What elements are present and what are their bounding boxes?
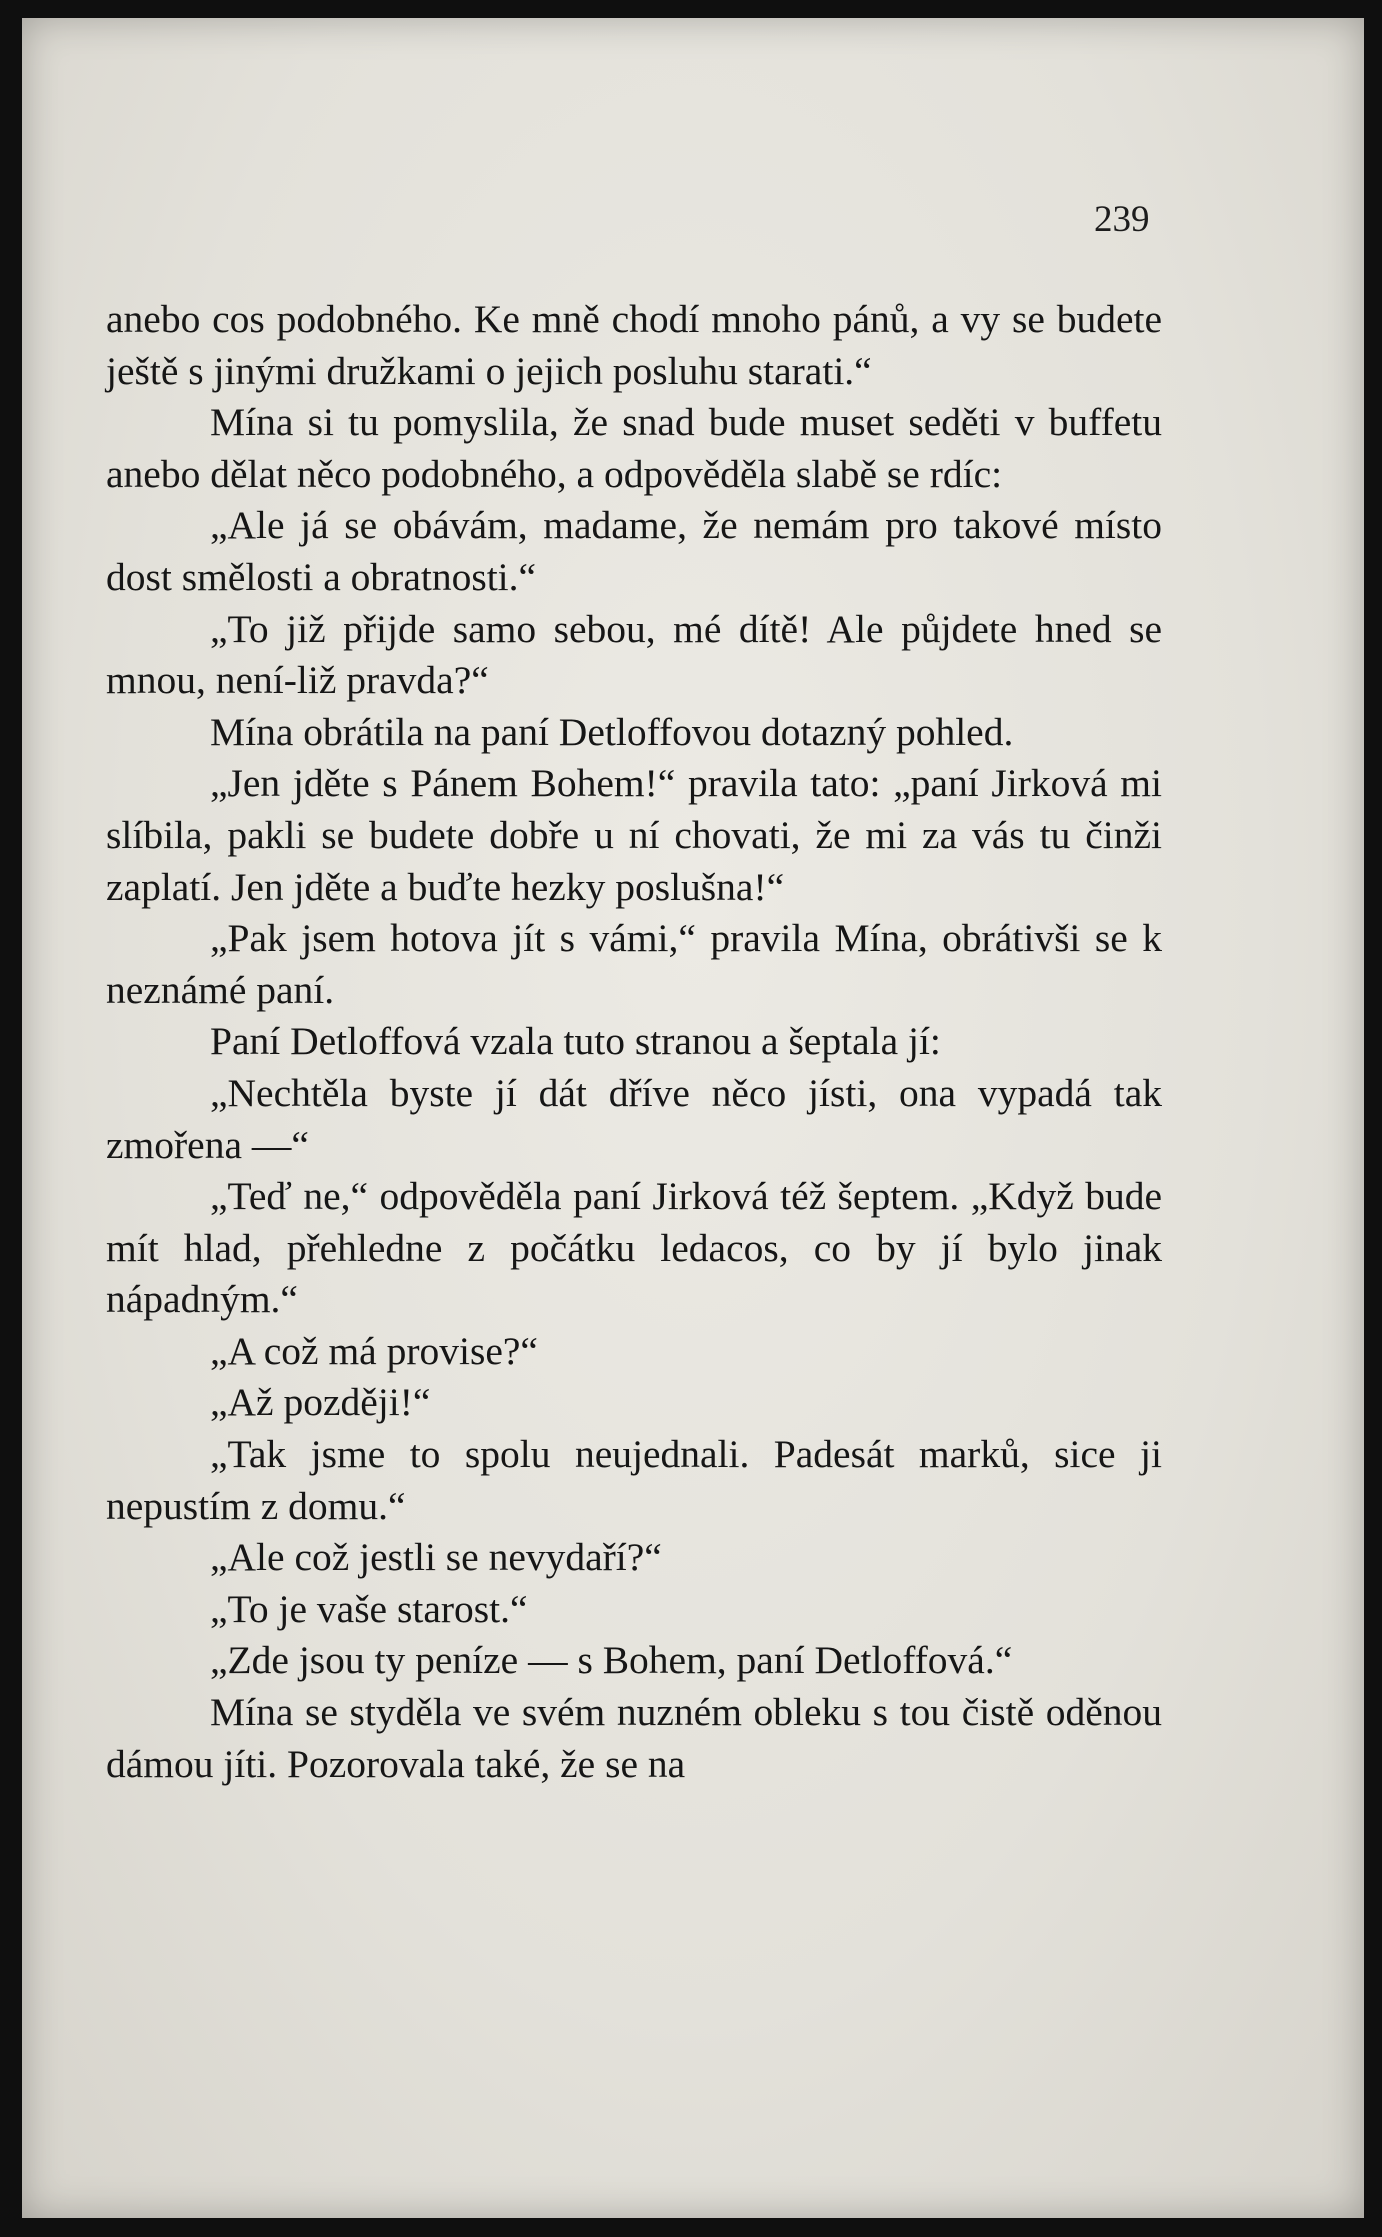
paragraph: „To je vaše starost.“ bbox=[210, 1586, 528, 1631]
paragraph: „Pak jsem hotova jít s vámi,“ pravila Mína, obrátivši se k neznámé paní. bbox=[106, 916, 1162, 1012]
paragraph: „Jen jděte s Pánem Bohem!“ pravila tato: „paní Jirková mi slíbila, pakli se budete dobře u ní chovati, že mi za vás tu činži zaplatí. Jen jděte a buďte hezky poslušna!“ bbox=[106, 761, 1162, 909]
paragraph: Mína se styděla ve svém nuzném obleku s tou čistě oděnou dámou jíti. Pozorovala také, že se na bbox=[106, 1690, 1162, 1786]
paragraph: „A což má provise?“ bbox=[210, 1328, 538, 1373]
paragraph: „Zde jsou ty peníze — s Bohem, paní Detloffová.“ bbox=[210, 1638, 1013, 1683]
paragraph: „Ale já se obávám, madame, že nemám pro takové místo dost smělosti a obratnosti.“ bbox=[106, 503, 1162, 599]
paragraph: Paní Detloffová vzala tuto stranou a šeptala jí: bbox=[210, 1019, 941, 1064]
paragraph: Mína si tu pomyslila, že snad bude muset seděti v buffetu anebo dělat něco podobného, a odpověděla slabě se rdíc: bbox=[106, 400, 1162, 496]
paragraph: „Teď ne,“ odpověděla paní Jirková též šeptem. „Když bude mít hlad, přehledne z počátku ledacos, co by jí bylo jinak nápadným.“ bbox=[106, 1174, 1162, 1322]
paragraph: Mína obrátila na paní Detloffovou dotazný pohled. bbox=[210, 709, 1014, 754]
paragraph: „Tak jsme to spolu neujednali. Padesát marků, sice ji nepustím z domu.“ bbox=[106, 1432, 1162, 1528]
paragraph: „Ale což jestli se nevydaří?“ bbox=[210, 1535, 662, 1580]
paragraph: „Až později!“ bbox=[210, 1380, 431, 1425]
paragraph: anebo cos podobného. Ke mně chodí mnoho pánů, a vy se budete ještě s jinými družkami o jejich posluhu starati.“ bbox=[106, 297, 1162, 393]
paragraph: „Nechtěla byste jí dát dříve něco jísti, ona vypadá tak zmořena —“ bbox=[106, 1070, 1162, 1167]
paragraph: „To již přijde samo sebou, mé dítě! Ale půjdete hned se mnou, není-liž pravda?“ bbox=[106, 606, 1162, 703]
body-text bbox=[106, 294, 1162, 1790]
page-number: 239 bbox=[1094, 199, 1150, 240]
book-page bbox=[22, 18, 1364, 2218]
